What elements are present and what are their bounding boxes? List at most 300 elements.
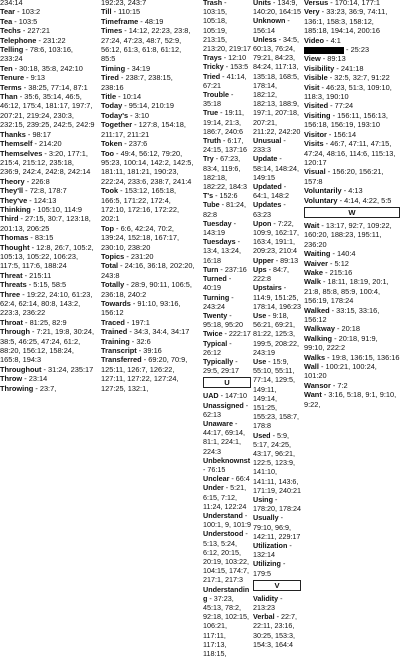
index-entry xyxy=(304,186,400,195)
index-entry xyxy=(101,299,197,318)
index-entry xyxy=(253,256,301,265)
page-references: - 35:18 xyxy=(203,90,234,109)
page-references: - 237:16 xyxy=(218,264,247,274)
index-term: Throughout xyxy=(0,364,42,374)
page-references: - 91:10, 93:16, 156:12 xyxy=(101,299,181,318)
page-references: - 18:11, 18:19, 20:1, 21:8, 85:8, 85:9, 100:4, 156:19, 178:24 xyxy=(304,277,389,306)
page-references: - 29:5, 29:17 xyxy=(203,356,239,376)
index-column-2 xyxy=(101,0,197,393)
page-references: - 178:20, 178:24 xyxy=(253,494,301,514)
index-column-1 xyxy=(0,0,96,393)
page-references: - 38:25, 77:14, 87:1 xyxy=(21,82,88,92)
index-term: Walk xyxy=(304,277,321,287)
index-term: Very xyxy=(304,7,320,17)
index-entry xyxy=(304,0,400,7)
index-term: They'll xyxy=(0,186,24,196)
index-term: Telephone xyxy=(0,35,37,45)
index-term: Tea xyxy=(0,16,13,26)
index-group-u-1 xyxy=(203,391,251,658)
page-references: - 153:5 xyxy=(223,62,249,72)
page-references: - 79:10, 96:9, 142:11, 229:17 xyxy=(253,513,301,541)
letter-header-w: W xyxy=(304,207,400,218)
index-term: Visiting xyxy=(304,110,331,120)
index-entry xyxy=(203,265,251,274)
index-term: Walks xyxy=(304,352,326,362)
index-term: View xyxy=(304,54,321,64)
index-term: Trained xyxy=(101,327,128,337)
index-entry xyxy=(101,346,197,355)
page-references: - 69:20, 70:9, 125:11, 126:7, 126:22, 127:11, 127:22, 127:24, 127:25, 132:1, xyxy=(101,355,188,393)
index-term: Throat xyxy=(0,317,23,327)
page-references: - 100:21, 100:24, 101:20 xyxy=(304,362,377,381)
page-references: - 13:17, 92:7, 109:22, 160:20, 188:23, 195:11, 236:20 xyxy=(304,220,392,249)
index-term: Use xyxy=(253,310,267,320)
index-entry xyxy=(304,353,400,362)
page-references: - 156:14 xyxy=(253,16,290,35)
index-entry xyxy=(253,283,301,311)
index-entry xyxy=(304,221,400,249)
index-entry xyxy=(203,53,251,62)
page-references: - 12:10 xyxy=(221,53,247,63)
index-term: Telling xyxy=(0,45,24,55)
index-term: Verbal xyxy=(253,612,275,622)
index-entry xyxy=(0,271,96,280)
index-term: Voluntary xyxy=(304,195,338,205)
index-entry xyxy=(101,149,197,187)
index-term: Three xyxy=(0,289,21,299)
index-term: Try xyxy=(203,154,214,164)
index-entry xyxy=(253,154,301,182)
index-term: Thinking xyxy=(0,204,31,214)
index-entry xyxy=(101,224,197,252)
page-references: - 32:5, 32:7, 91:22 xyxy=(327,73,390,83)
index-term: Video xyxy=(304,35,324,45)
page-references: - 22:7, 22:11, 23:16, 30:25, 153:3, 154:3, 164:4 xyxy=(253,612,297,649)
page-references: - 7:2 xyxy=(330,380,348,390)
index-entry xyxy=(0,365,96,374)
page-references: - 34:3, 34:4, 34:17 xyxy=(127,327,190,337)
index-term: Ups xyxy=(253,264,267,274)
index-term: Walkway xyxy=(304,324,335,334)
index-term: Towards xyxy=(101,299,131,308)
index-entry xyxy=(304,324,400,333)
page-references: - 231:22 xyxy=(36,35,66,45)
index-entry xyxy=(0,186,96,195)
index-entry xyxy=(304,249,400,258)
index-entry xyxy=(203,529,251,584)
index-entry xyxy=(253,136,301,154)
page-references: - 143:19 xyxy=(203,218,237,238)
index-entry xyxy=(101,0,197,7)
page-references: - 33:15, 33:16, 156:12 xyxy=(304,305,380,324)
index-entry xyxy=(203,108,251,136)
page-references: - 7:21, 19:8, 30:24, 38:5, 46:25, 47:24, 61:2, 88:20, 156:12, 158:24, 165:8, 194:3 xyxy=(0,327,95,365)
page-references: - 5:21, 6:15, 7:12, 11:24, 122:24 xyxy=(203,483,247,511)
page-references: - 241:18 xyxy=(334,63,364,73)
index-term: Themself xyxy=(0,139,33,149)
index-entry xyxy=(253,219,301,256)
letter-header-v: V xyxy=(253,580,301,591)
index-entry xyxy=(304,277,400,305)
index-entry xyxy=(304,167,400,186)
index-term: Took xyxy=(101,186,119,196)
page-references: - 153:12, 165:18, 166:5, 171:22, 172:4, 172:10, 172:16, 172:22, 202:1 xyxy=(101,186,180,224)
index-entry xyxy=(101,120,197,139)
page-references: - 6:17, 24:15, 137:16 xyxy=(203,136,247,155)
page-references: - 34:19 xyxy=(125,63,151,73)
index-term: Unusual xyxy=(253,136,282,146)
index-group-u-2 xyxy=(253,0,301,578)
index-entry xyxy=(101,73,197,92)
page-references: - 15:9, 55:10, 55:11, 77:14, 129:5, 149:11, 149:14, 151:25, 155:23, 158:7, 178:8 xyxy=(253,356,299,431)
index-term: Trays xyxy=(203,53,222,63)
index-entry xyxy=(0,17,96,26)
page-references: - 231:20 xyxy=(124,251,154,261)
page-references: - 20:18 xyxy=(334,324,361,334)
index-entry xyxy=(304,196,400,205)
index-entry xyxy=(304,334,400,353)
index-entry xyxy=(304,130,400,139)
index-entry xyxy=(203,200,251,218)
index-term: Thought xyxy=(0,242,30,252)
index-term: Themselves xyxy=(0,148,43,158)
index-entry xyxy=(203,357,251,375)
page-references: - 77:24 xyxy=(328,101,354,111)
index-term: Unless xyxy=(253,34,277,44)
page-references: - 170:14, 177:1 xyxy=(328,0,381,7)
index-term: Unaware xyxy=(203,418,233,428)
index-term: Than xyxy=(0,92,18,102)
page-references: - 46:23, 51:3, 109:10, 118:3, 190:10 xyxy=(304,82,392,102)
index-term: True xyxy=(203,108,219,118)
index-term: Upon xyxy=(253,218,272,228)
index-entry xyxy=(101,17,197,26)
index-term: Upper xyxy=(253,255,274,265)
index-term: Visited xyxy=(304,101,329,111)
index-term: Tuesday xyxy=(203,218,232,228)
page-references: - 67:23, 83:4, 119:6, 182:18, 182:22, 184:3 xyxy=(203,154,247,192)
index-term: Typical xyxy=(203,338,228,348)
index-entry xyxy=(203,419,251,456)
page-references: - 9:18, 56:21, 69:21, 81:22, 125:3, 199:5, 208:22, 243:19 xyxy=(253,310,299,357)
index-term: Unknown xyxy=(253,16,286,26)
page-references: - 81:25, 82:9 xyxy=(23,317,67,327)
index-group-v xyxy=(304,0,400,205)
page-references: - 84:7, 222:8 xyxy=(253,264,289,284)
index-entry xyxy=(0,149,96,177)
index-entry xyxy=(253,35,301,136)
index-entry xyxy=(203,474,251,483)
index-term: Walked xyxy=(304,305,330,315)
index-term: Threats xyxy=(0,280,27,290)
index-group-w xyxy=(304,221,400,409)
index-entry xyxy=(203,0,251,53)
index-entry xyxy=(203,456,251,474)
page-references: - 89:13 xyxy=(320,54,346,64)
page-references: 192:23, 243:7 xyxy=(101,0,147,7)
index-entry xyxy=(203,219,251,237)
index-entry xyxy=(0,36,96,45)
index-entry xyxy=(101,355,197,393)
index-entry xyxy=(101,186,197,224)
index-entry xyxy=(0,73,96,82)
index-entry xyxy=(203,274,251,292)
index-column-3 xyxy=(203,0,251,658)
index-entry xyxy=(253,541,301,559)
index-entry xyxy=(203,237,251,265)
index-entry xyxy=(0,196,96,205)
index-entry xyxy=(101,318,197,327)
index-entry xyxy=(253,495,301,513)
page-references: - 58:14, 148:24, 149:15 xyxy=(253,154,299,182)
index-entry xyxy=(253,16,301,34)
index-entry xyxy=(304,259,400,268)
index-entry xyxy=(0,205,96,214)
index-term: Timeframe xyxy=(101,16,139,26)
index-term: Tuesdays xyxy=(203,237,236,247)
index-entry xyxy=(253,513,301,541)
index-term: Transcript xyxy=(101,346,137,356)
index-term: Throw xyxy=(0,374,23,384)
index-column-3b xyxy=(253,0,301,649)
page-references: - 95:18, 95:20 xyxy=(203,310,243,330)
index-term: Visibility xyxy=(304,63,335,73)
index-term: Used xyxy=(253,430,271,440)
index-term: Terms xyxy=(0,82,22,92)
page-references: - 179:5 xyxy=(253,559,286,578)
index-term: Units xyxy=(253,0,271,7)
index-entry xyxy=(101,337,197,346)
index-term: Updates xyxy=(253,200,282,210)
index-entry xyxy=(253,200,301,218)
index-group-t-end xyxy=(203,0,251,375)
page-references: - 215:11 xyxy=(22,270,52,280)
index-term: Typically xyxy=(203,356,234,366)
index-term: T's xyxy=(203,191,214,201)
page-references: - 127:8, 154:18, 211:17, 211:21 xyxy=(101,120,186,139)
index-term: They've xyxy=(0,195,28,205)
index-term: Utilizing xyxy=(253,559,281,569)
index-term: Thomas xyxy=(0,233,29,243)
page-references: - 33:23, 36:9, 74:11, 136:1, 158:3, 158:12, 185:18, 194:14, 200:16 xyxy=(304,7,388,36)
index-entry xyxy=(253,559,301,577)
page-references: - 19:11, 19:14, 21:3, 186:7, 240:6 xyxy=(203,108,245,136)
index-term: Times xyxy=(101,26,123,36)
index-term: Till xyxy=(101,7,112,17)
page-references: - 23:14 xyxy=(22,374,48,384)
index-entry xyxy=(203,401,251,419)
index-term: Trash xyxy=(203,0,223,7)
page-references: - 5:13, 5:24, 6:12, 20:15, 20:19, 103:22, 104:15, 174:7, 217:1, 217:3 xyxy=(203,529,249,585)
index-entry xyxy=(304,101,400,110)
index-entry xyxy=(304,83,400,102)
index-term: Topics xyxy=(101,251,125,261)
index-entry xyxy=(203,339,251,357)
page-references: - 6:6, 42:24, 70:2, 139:24, 152:18, 167:17, 230:10, 238:20 xyxy=(101,223,180,252)
index-term: Total xyxy=(101,261,119,271)
index-term: Thanks xyxy=(0,129,26,139)
index-term: Unassigned xyxy=(203,400,244,410)
page-references: - 89:13 xyxy=(273,255,299,265)
page-references: - 66:4 xyxy=(229,474,250,484)
page-references: - 19:22, 24:10, 61:23, 62:4, 62:14, 80:8, 143:2, 223:3, 236:22 xyxy=(0,289,93,318)
page-references: - 31:24, 235:17 xyxy=(41,364,94,374)
page-references: - 233:3 xyxy=(253,136,286,155)
index-term: Twenty xyxy=(203,310,228,320)
index-entry xyxy=(101,252,197,261)
index-entry xyxy=(304,381,400,390)
page-references: - 64:1, 148:2 xyxy=(253,182,289,201)
index-term: Totally xyxy=(101,280,125,290)
index-entry xyxy=(203,72,251,90)
index-term: Updated xyxy=(253,182,282,192)
page-references: - 243:24 xyxy=(203,292,234,311)
index-entry xyxy=(203,391,251,400)
index-term: Too xyxy=(101,148,114,158)
page-references: - 49:4, 56:12, 79:20, 95:23, 100:14, 142:2, 142:5, 181:11, 181:21, 190:23, 222:24, 233:6, 238:7, 241:4 xyxy=(101,148,194,186)
index-entry xyxy=(304,139,400,167)
page-references: - 20:18, 91:9, 99:10, 222:2 xyxy=(304,333,378,353)
index-entry xyxy=(304,7,400,35)
page-references: - 5:12 xyxy=(327,258,349,268)
redaction-bar xyxy=(304,47,344,54)
page-references: - 34:5, 60:13, 76:24, 79:21, 84:23, 84:24, 117:13, 135:18, 168:5, 178:14, 182:12, 182:13, 188:9, 197:1, 207:18, 207:21, 211:22, 242:20 xyxy=(253,34,301,136)
page-references: - 132:14 xyxy=(253,540,292,560)
index-entry xyxy=(101,280,197,299)
index-entry xyxy=(0,290,96,318)
page-references: - 226:8 xyxy=(24,176,50,186)
page-references: - 83:15 xyxy=(28,233,54,243)
page-references: - 197:1 xyxy=(124,317,150,327)
page-references: - 12:8, 26:7, 105:2, 105:13, 105:22, 106:23, 117:5, 117:6, 188:24 xyxy=(0,242,94,271)
page-references: - 7:22, 109:9, 162:17, 163:4, 191:1, 209:23, 210:4 xyxy=(253,218,299,256)
page-references: - 124:13 xyxy=(27,195,57,205)
index-term: Tried xyxy=(203,71,221,81)
page-references: - 215:16 xyxy=(323,267,353,277)
index-group-v-start xyxy=(253,594,301,649)
page-references: - 103:5 xyxy=(12,16,38,26)
page-references: - 238:7, 238:15, 238:16 xyxy=(101,73,173,92)
index-term: UAD xyxy=(203,391,219,401)
index-term: Validity xyxy=(253,593,279,603)
index-term: Under xyxy=(203,483,224,493)
index-term: Visible xyxy=(304,73,328,83)
index-entry xyxy=(304,73,400,82)
index-entry xyxy=(203,154,251,191)
index-term: Voluntarily xyxy=(304,186,342,196)
page-references: - 72:8, 178:7 xyxy=(23,186,67,196)
page-references: - 14:12, 22:23, 23:8, 27:24, 47:23, 48:7, 52:9, 56:12, 61:3, 61:8, 61:12, 85:5 xyxy=(101,26,191,64)
index-entry xyxy=(253,311,301,357)
index-term: Tear xyxy=(0,7,16,17)
page-references: - 81:24, 82:8 xyxy=(203,200,247,219)
index-term: Together xyxy=(101,120,133,130)
index-term: Visual xyxy=(304,167,326,177)
index-term: Walking xyxy=(304,333,333,343)
page-references: - 23:7, xyxy=(33,383,57,393)
index-term: Techs xyxy=(0,26,21,36)
page-references: - 156:20, 156:21, 157:8 xyxy=(304,167,384,186)
index-term: Using xyxy=(253,494,273,504)
index-entry xyxy=(101,92,197,101)
index-term: Update xyxy=(253,154,278,164)
index-entry xyxy=(304,362,400,381)
index-term: Versus xyxy=(304,0,329,7)
index-term: Use xyxy=(253,356,267,366)
index-entry xyxy=(253,0,301,16)
index-column-4 xyxy=(304,0,400,409)
index-term: Third xyxy=(0,214,19,224)
page-references: - 28:9, 90:11, 106:5, 236:18, 240:2 xyxy=(101,280,192,299)
index-term: Top xyxy=(101,223,114,233)
page-references: - 40:19 xyxy=(203,274,232,293)
index-entry xyxy=(0,26,96,35)
page-references: - 78:6, 103:16, 233:24 xyxy=(0,45,73,64)
index-entry xyxy=(101,139,197,148)
index-entry xyxy=(304,268,400,277)
page-references: - 9:13 xyxy=(24,73,46,83)
index-entry xyxy=(203,585,251,658)
index-entry xyxy=(0,7,96,16)
page-references: - 24:16, 36:18, 202:20, 243:8 xyxy=(101,261,195,280)
index-term: Truth xyxy=(203,136,221,146)
page-references: - 32:6 xyxy=(129,336,151,346)
page-references: - 37:23, 45:13, 78:2, 92:18, 102:15, 106:21, 117:11, 117:13, 118:15, xyxy=(203,593,249,658)
page-references: - 3:16, 5:18, 9:1, 9:10, 9:22, xyxy=(304,390,397,409)
index-entry xyxy=(0,243,96,271)
page-references: - 3:20, 177:1, 215:4, 215:12, 235:18, 236:9, 242:4, 242:8, 242:14 xyxy=(0,148,91,177)
page-references: - 147:10 xyxy=(218,391,247,401)
page-references: - 98:17 xyxy=(25,129,51,139)
index-entry xyxy=(0,92,96,130)
index-entry xyxy=(0,327,96,365)
page-references: - 227:21 xyxy=(20,26,50,36)
index-term: Wake xyxy=(304,267,324,277)
index-term: Tube xyxy=(203,200,220,210)
page-references: - 76:15 xyxy=(203,464,226,474)
index-entry xyxy=(101,327,197,336)
index-entry xyxy=(0,0,96,7)
index-term: Transferred xyxy=(101,355,142,365)
page-references: - 19:8, 136:15, 136:16 xyxy=(325,352,400,362)
index-entry xyxy=(253,357,301,431)
page-references: - 46:7, 47:11, 47:15, 47:24, 48:16, 114:6, 115:13, 120:17 xyxy=(304,139,396,167)
page-references: - 114:9, 151:25, 178:14, 196:23 xyxy=(253,283,301,311)
page-references: - 30:18, 35:8, 242:10 xyxy=(12,63,83,73)
index-entry xyxy=(203,90,251,108)
index-term: Visitor xyxy=(304,129,327,139)
index-term: Token xyxy=(101,139,123,149)
index-term: Trouble xyxy=(203,90,229,100)
page-references: - 100:1, 9, 101:9 xyxy=(203,510,251,530)
index-entry xyxy=(0,233,96,242)
index-entry xyxy=(0,130,96,139)
index-term: Tricky xyxy=(203,62,224,72)
index-entry xyxy=(0,374,96,383)
page-references: - 213:23 xyxy=(253,593,283,612)
index-entry xyxy=(253,265,301,283)
page-references: - 152:6 xyxy=(213,191,238,201)
index-term: Understanding xyxy=(203,584,250,603)
index-term: Theory xyxy=(0,176,25,186)
index-entry xyxy=(0,280,96,289)
index-term: Wansor xyxy=(304,380,331,390)
index-term: Waiver xyxy=(304,258,328,268)
index-entry xyxy=(304,306,400,325)
page-references: - 41:14, 67:21 xyxy=(203,71,247,90)
page-references: - 140:4 xyxy=(330,249,356,259)
page-references: - 103:15, 105:18, 105:19, 213:15, 213:20, 219:17 xyxy=(203,0,251,54)
